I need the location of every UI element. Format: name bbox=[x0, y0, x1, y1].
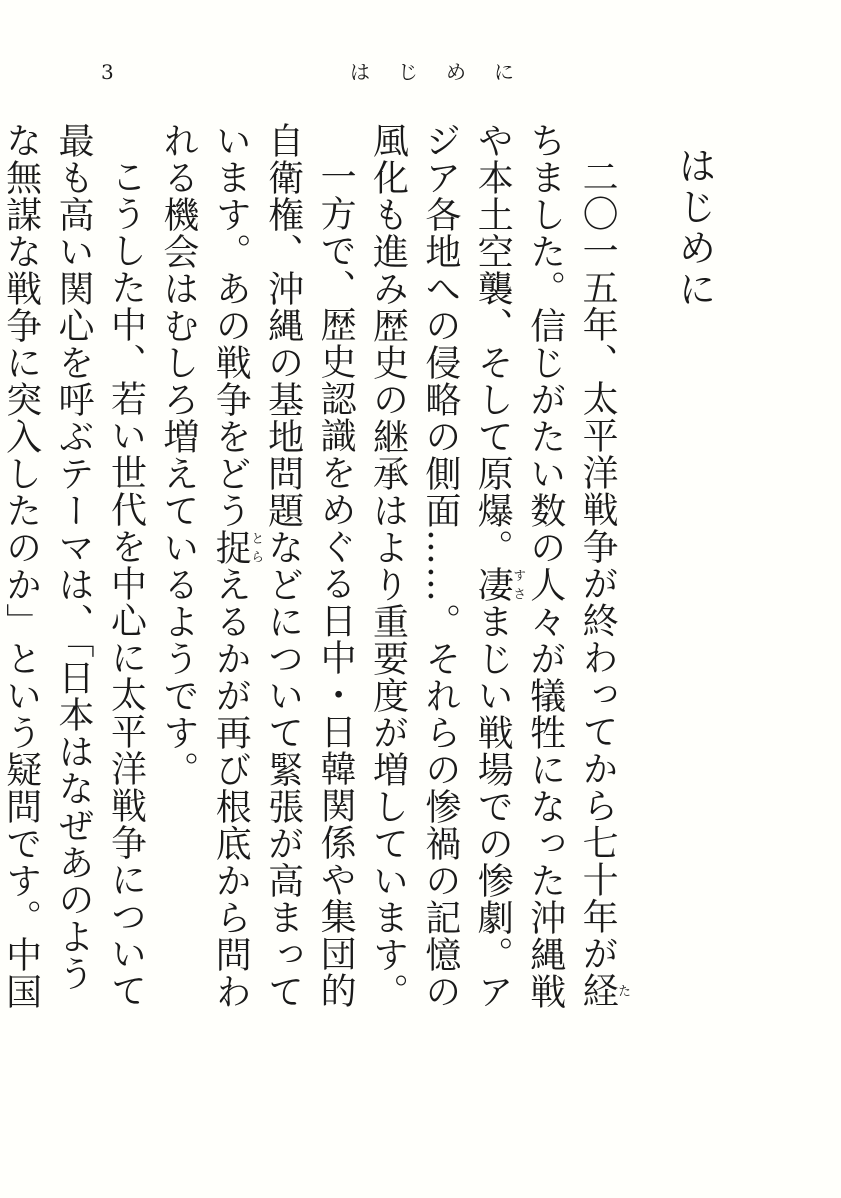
ruby-annotation bbox=[210, 529, 264, 566]
paragraph bbox=[0, 122, 151, 1022]
text-run: 一方で、歴史認識をめぐる日中・日韓関係や集団的自衛権、沖縄の基地問題などについて緊張が高まっています。あの戦争をどう bbox=[210, 122, 357, 1010]
ruby-reading: とら bbox=[248, 529, 264, 566]
ruby-reading: すさ bbox=[510, 566, 526, 603]
chapter-title: はじめに bbox=[672, 146, 716, 310]
ruby-annotation bbox=[577, 972, 631, 1009]
ruby-base: 経 bbox=[577, 972, 619, 1009]
text-run: まじい戦場での惨劇。アジア各地への侵略の側面……。それらの惨禍の記憶の風化も進み歴史の継承はより重要度が増しています。 bbox=[367, 122, 514, 1010]
text-run: 二〇一五年、太平洋戦争が終わってから七十年が bbox=[577, 158, 619, 972]
text-run: ちました。信じがたい数の人々が犠牲になった沖縄戦や本土空襲、そして原爆。 bbox=[472, 122, 566, 1010]
ruby-base: 捉 bbox=[210, 529, 252, 566]
paragraph bbox=[151, 122, 361, 1022]
ruby-base: 凄 bbox=[472, 566, 514, 603]
ruby-reading: た bbox=[615, 972, 631, 1009]
text-run: こうした中、若い世代を中心に太平洋戦争について最も高い関心を呼ぶテーマは、「日本はなぜあのような無謀な戦争に突入したのか」という疑問です。中国 bbox=[0, 122, 147, 1010]
running-title: はじめに bbox=[350, 60, 542, 84]
ruby-annotation bbox=[472, 566, 526, 603]
page-number: 3 bbox=[101, 60, 114, 84]
paragraph bbox=[361, 122, 630, 1022]
body-text bbox=[0, 122, 720, 1022]
text-run: えるかが再び根底から問われる機会はむしろ増えているようです。 bbox=[157, 122, 252, 1010]
